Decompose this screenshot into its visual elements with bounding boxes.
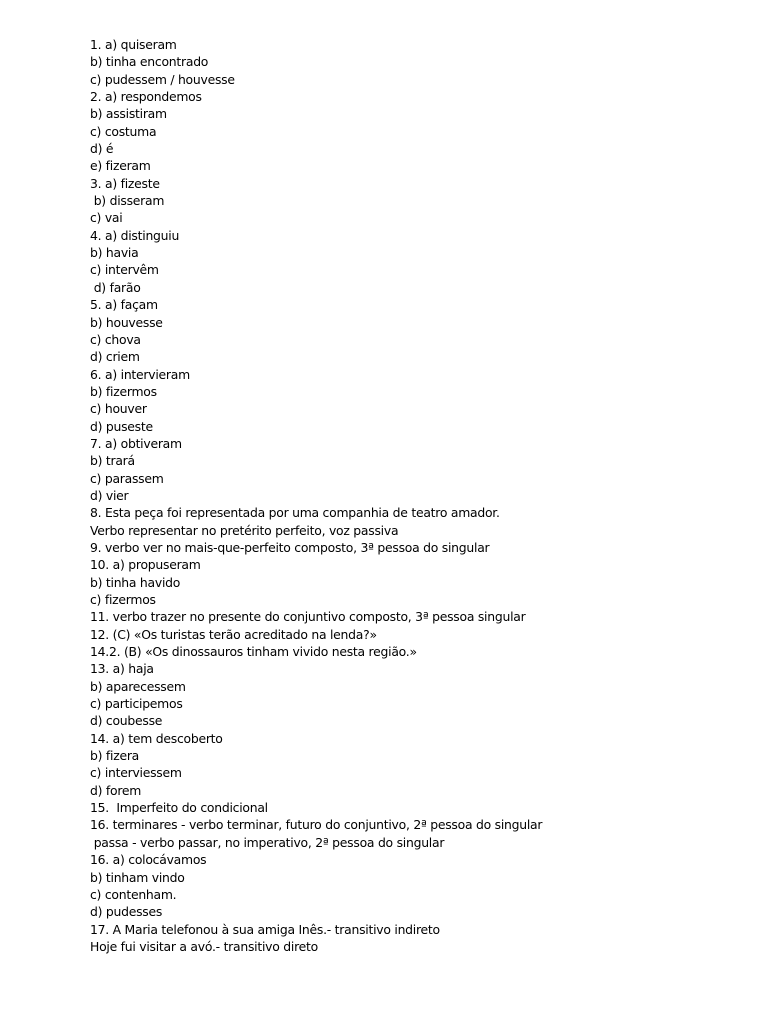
answer-line: b) tinha encontrado <box>90 54 209 70</box>
answer-line: d) pudesses <box>90 904 163 920</box>
answer-line: 15. Imperfeito do condicional <box>90 800 268 816</box>
answer-line: e) fizeram <box>90 158 151 174</box>
answer-line: d) farão <box>90 279 141 295</box>
answer-line: passa - verbo passar, no imperativo, 2ª pessoa do singular <box>90 834 445 850</box>
answer-line: b) havia <box>90 245 139 261</box>
answer-line: b) assistiram <box>90 106 167 122</box>
answer-line: 10. a) propuseram <box>90 557 201 573</box>
answer-line: Hoje fui visitar a avó.- transitivo direto <box>90 938 318 954</box>
answer-line: d) vier <box>90 487 129 503</box>
answer-line: 17. A Maria telefonou à sua amiga Inês.- transitivo indireto <box>90 921 440 937</box>
answer-line: c) intervêm <box>90 262 159 278</box>
answer-line: 16. a) colocávamos <box>90 852 207 868</box>
answer-line: c) costuma <box>90 123 157 139</box>
answer-line: b) houvesse <box>90 314 163 330</box>
answer-line: b) fizera <box>90 748 140 764</box>
answer-line: 4. a) distinguiu <box>90 227 180 243</box>
answer-line: 12. (C) «Os turistas terão acreditado na lenda?» <box>90 626 377 642</box>
answer-line: d) forem <box>90 782 142 798</box>
answer-line: 8. Esta peça foi representada por uma companhia de teatro amador. <box>90 505 500 521</box>
answer-line: d) é <box>90 141 114 157</box>
answer-line: c) contenham. <box>90 886 177 902</box>
answer-line: 6. a) intervieram <box>90 366 190 382</box>
answer-line: 16. terminares - verbo terminar, futuro do conjuntivo, 2ª pessoa do singular <box>90 817 543 833</box>
answer-list <box>90 36 730 955</box>
answer-line: d) puseste <box>90 418 153 434</box>
answer-line: b) trará <box>90 453 135 469</box>
answer-line: 13. a) haja <box>90 661 154 677</box>
answer-line: b) aparecessem <box>90 678 186 694</box>
answer-line: 1. a) quiseram <box>90 37 177 52</box>
answer-line: Verbo representar no pretérito perfeito, voz passiva <box>90 522 399 538</box>
answer-line: b) tinha havido <box>90 574 181 590</box>
answer-line: 14. a) tem descoberto <box>90 730 223 746</box>
answer-line: b) disseram <box>90 193 165 209</box>
answer-line: 2. a) respondemos <box>90 89 202 105</box>
answer-line: b) tinham vindo <box>90 869 185 885</box>
answer-line: c) vai <box>90 210 123 226</box>
answer-line: c) interviessem <box>90 765 182 781</box>
answer-line: c) fizermos <box>90 592 156 607</box>
answer-line: c) chova <box>90 331 141 347</box>
answer-line: c) participemos <box>90 696 183 712</box>
answer-line: d) coubesse <box>90 713 163 729</box>
answer-line: 5. a) façam <box>90 297 158 313</box>
answer-line: c) parassem <box>90 470 164 486</box>
answer-line: 9. verbo ver no mais-que-perfeito composto, 3ª pessoa do singular <box>90 539 490 555</box>
answer-line: c) houver <box>90 401 147 417</box>
answer-line: 7. a) obtiveram <box>90 435 182 451</box>
answer-line: b) fizermos <box>90 383 157 399</box>
answer-line: 3. a) fizeste <box>90 175 160 191</box>
answer-line: 11. verbo trazer no presente do conjuntivo composto, 3ª pessoa singular <box>90 609 526 625</box>
answer-line: 14.2. (B) «Os dinossauros tinham vivido nesta região.» <box>90 644 417 660</box>
answer-line: c) pudessem / houvesse <box>90 71 235 87</box>
answer-line: d) criem <box>90 349 140 365</box>
